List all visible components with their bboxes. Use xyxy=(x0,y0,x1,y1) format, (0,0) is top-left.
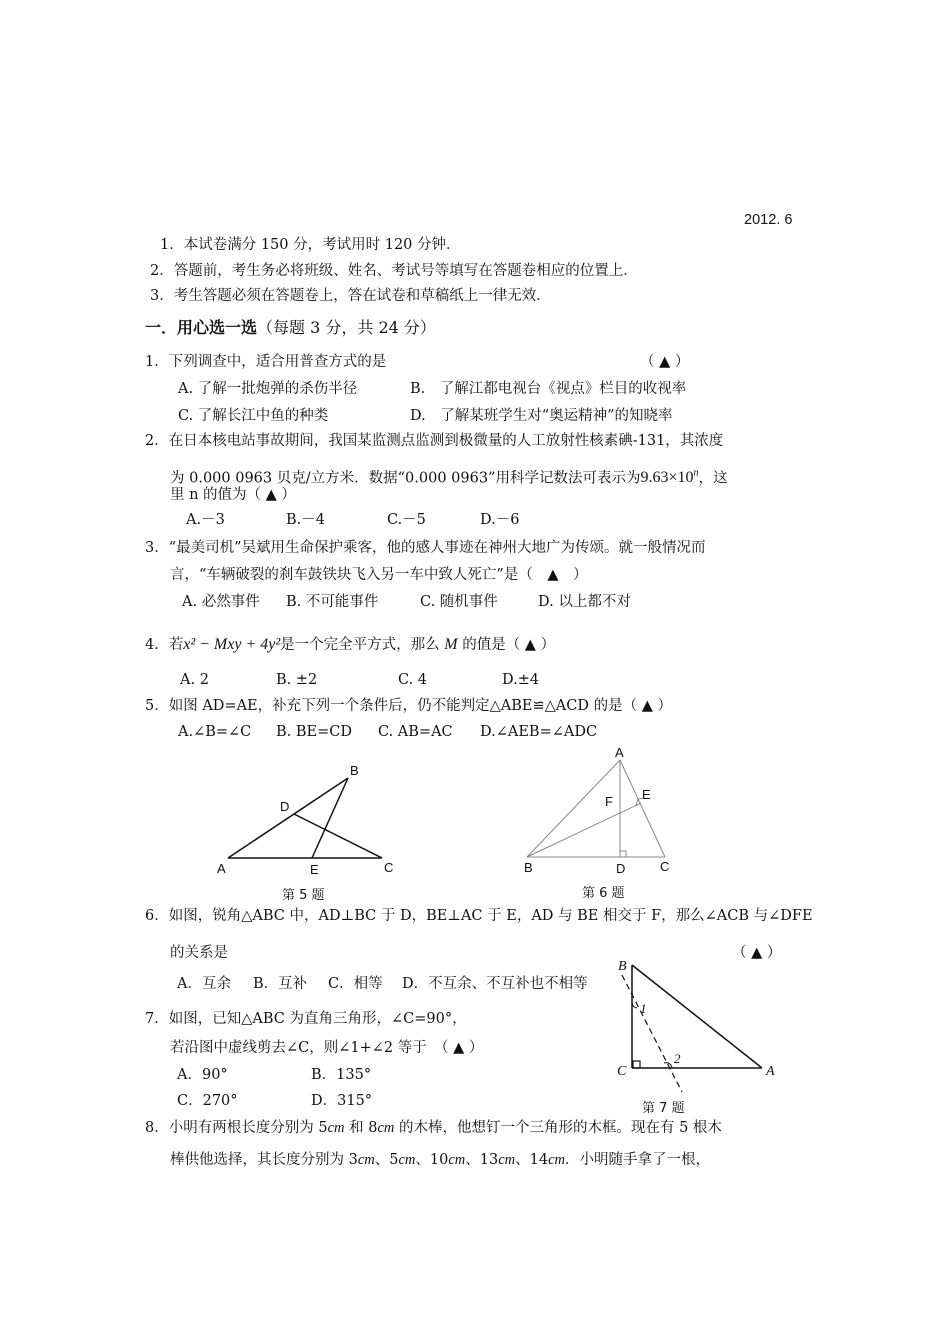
q8-sep-1: 、 xyxy=(374,1152,390,1168)
q7-label-c: C xyxy=(617,1064,627,1079)
note-1: 1．本试卷满分 150 分，考试用时 120 分钟． xyxy=(160,237,461,253)
q6-option-b: B．互补 xyxy=(253,976,308,992)
q8-unit-1: cm xyxy=(327,1120,345,1136)
q2-line-2-text: 为 0.000 0963 贝克/立方米．数据“0.000 0963”用科学记数法可表示为 xyxy=(170,470,641,487)
q8-line-1-end: 的木棒，他想钉一个三角形的木框。现在有 5 根木 xyxy=(394,1120,722,1136)
q5-label-e: E xyxy=(310,862,319,877)
q5-figure xyxy=(210,760,410,880)
q3-line-1: 3．“最美司机”吴斌用生命保护乘客，他的感人事迹在神州大地广为传颂。就一般情况而 xyxy=(145,540,706,556)
q8-line-1 xyxy=(145,1118,722,1138)
q8-unit-2: cm xyxy=(377,1120,395,1136)
q1-answer-mark: （ ▲ ） xyxy=(640,354,690,370)
q8-line-1-start: 8．小明有两根长度分别为 5 xyxy=(145,1120,328,1136)
q4-prefix: 4．若 xyxy=(145,637,184,653)
q7-caption: 第 7 题 xyxy=(642,1101,685,1116)
q5-option-d: D.∠AEB=∠ADC xyxy=(480,724,598,740)
q6-caption: 第 6 题 xyxy=(582,886,625,901)
q3-line-2: 言，“车辆破裂的刹车鼓铁块飞入另一车中致人死亡”是（ ▲ ） xyxy=(170,567,588,583)
q8-sep-3: 、 xyxy=(465,1152,480,1168)
q8-value-4: 13 xyxy=(479,1152,499,1168)
q8-line-2-end: ．小明随手拿了一根， xyxy=(565,1152,711,1168)
q5-label-b: B xyxy=(350,763,359,778)
q7-label-a: A xyxy=(766,1064,775,1079)
q6-label-d: D xyxy=(616,861,626,876)
q6-answer-mark: （ ▲ ） xyxy=(732,945,782,961)
q6-line-2: 的关系是 xyxy=(170,945,228,961)
q8-unit-5: cm xyxy=(448,1152,466,1168)
q6-label-b: B xyxy=(524,860,533,875)
q7-option-b: B．135° xyxy=(311,1067,372,1083)
q7-label-b: B xyxy=(618,959,627,974)
q3-option-d: D. 以上都不对 xyxy=(538,594,631,610)
q2-line-3: 里 n 的值为（ ▲ ） xyxy=(170,487,296,503)
q3-option-a: A. 必然事件 xyxy=(182,594,260,610)
q8-sep-2: 、 xyxy=(415,1152,430,1168)
q2-sci-notation xyxy=(640,469,698,486)
q7-line-1: 7．如图，已知△ABC 为直角三角形，∠C=90°， xyxy=(145,1011,467,1027)
q8-value-5: 14 xyxy=(529,1152,549,1168)
q2-option-c: C.－5 xyxy=(387,512,426,528)
q8-unit-6: cm xyxy=(498,1152,516,1168)
q8-unit-3: cm xyxy=(357,1152,375,1168)
q1-option-c: C. 了解长江中鱼的种类 xyxy=(178,408,329,424)
q1-option-b: B. 了解江都电视台《视点》栏目的收视率 xyxy=(410,381,687,397)
q7-option-a: A．90° xyxy=(177,1067,228,1083)
q6-label-c: C xyxy=(660,859,670,874)
q1-stem: 1．下列调查中，适合用普查方式的是 xyxy=(145,354,387,370)
q1-option-d: D. 了解某班学生对“奥运精神”的知晓率 xyxy=(410,408,673,424)
exam-date: 2012. 6 xyxy=(744,212,793,228)
q6-line-1: 6．如图，锐角△ABC 中，AD⊥BC 于 D，BE⊥AC 于 E，AD 与 BE 相交于 F，那么∠ACB 与∠DFE xyxy=(145,908,813,924)
q2-sci-base: 9.63×10 xyxy=(640,469,694,487)
q6-label-e: E xyxy=(642,787,651,802)
q2-line-2-end: ，这 xyxy=(698,470,728,487)
q5-label-c: C xyxy=(384,860,394,875)
q5-stem: 5．如图 AD=AE，补充下列一个条件后，仍不能判定△ABE≌△ACD 的是（ ▲ ） xyxy=(145,698,672,714)
q7-option-d: D．315° xyxy=(311,1093,373,1109)
q8-line-2-start: 棒供他选择，其长度分别为 3 xyxy=(170,1152,358,1168)
q7-option-c: C．270° xyxy=(177,1093,238,1109)
q5-option-c: C. AB=AC xyxy=(378,724,453,740)
q5-segment-dc xyxy=(294,814,382,858)
q2-option-d: D.－6 xyxy=(480,512,520,528)
section-title: 一．用心选一选 xyxy=(145,318,258,337)
section-heading xyxy=(145,318,436,338)
q7-cut-line xyxy=(622,975,682,1092)
q7-figure xyxy=(612,955,787,1095)
q4-option-a: A. 2 xyxy=(180,672,209,688)
q8-value-3: 10 xyxy=(429,1152,449,1168)
q8-line-2 xyxy=(170,1150,710,1170)
q2-option-b: B.－4 xyxy=(286,512,325,528)
note-3: 3．考生答题必须在答题卷上，答在试卷和草稿纸上一律无效． xyxy=(150,288,551,304)
q5-label-a: A xyxy=(217,861,226,876)
section-scoring: （每题 3 分，共 24 分） xyxy=(257,318,436,337)
q6-label-a: A xyxy=(615,745,624,760)
q5-caption: 第 5 题 xyxy=(282,888,325,903)
q8-unit-4: cm xyxy=(398,1152,416,1168)
q4-option-b: B. ±2 xyxy=(276,672,318,688)
q2-sci-exponent: n xyxy=(693,468,699,479)
q3-option-b: B. 不可能事件 xyxy=(286,594,379,610)
q4-variable: M xyxy=(444,636,458,653)
q7-right-angle xyxy=(633,1061,640,1068)
q7-line-2: 若沿图中虚线剪去∠C，则∠1+∠2 等于 （ ▲ ） xyxy=(170,1040,484,1056)
q8-value-2: 5 xyxy=(389,1152,399,1168)
q3-option-c: C. 随机事件 xyxy=(420,594,498,610)
q6-figure xyxy=(515,742,685,877)
q6-option-a: A．互余 xyxy=(177,976,231,992)
q4-stem xyxy=(145,635,555,655)
q1-option-a: A. 了解一批炮弹的杀伤半径 xyxy=(178,381,358,397)
q5-option-a: A.∠B=∠C xyxy=(178,724,252,740)
q4-option-c: C. 4 xyxy=(398,672,428,688)
q4-expression: x² − Mxy + 4y² xyxy=(183,636,281,653)
q2-option-a: A.－3 xyxy=(186,512,225,528)
q6-option-c: C．相等 xyxy=(328,976,383,992)
q7-label-angle-2: 2 xyxy=(674,1051,681,1066)
q6-label-f: F xyxy=(605,794,613,809)
q4-option-d: D.±4 xyxy=(502,672,540,688)
q6-altitude-be xyxy=(527,803,641,857)
q6-option-d: D．不互余、不互补也不相等 xyxy=(402,976,588,992)
q4-middle: 是一个完全平方式，那么 xyxy=(280,637,440,653)
q5-option-b: B. BE=CD xyxy=(276,724,352,740)
q2-line-1: 2．在日本核电站事故期间，我国某监测点监测到极微量的人工放射性核素碘-131，其浓度 xyxy=(145,433,724,449)
q7-segment-ab xyxy=(632,965,762,1068)
q7-label-angle-1: 1 xyxy=(640,1001,647,1016)
q8-line-1-mid: 和 8 xyxy=(344,1120,378,1136)
q5-label-d: D xyxy=(280,799,290,814)
q8-sep-4: 、 xyxy=(515,1152,530,1168)
q4-suffix: 的值是（ ▲ ） xyxy=(462,637,556,653)
note-2: 2．答题前，考生务必将班级、姓名、考试号等填写在答题卷相应的位置上． xyxy=(150,263,638,279)
q8-unit-7: cm xyxy=(548,1152,566,1168)
q6-right-angle-d xyxy=(620,851,626,857)
q6-segment-ac xyxy=(620,760,665,857)
